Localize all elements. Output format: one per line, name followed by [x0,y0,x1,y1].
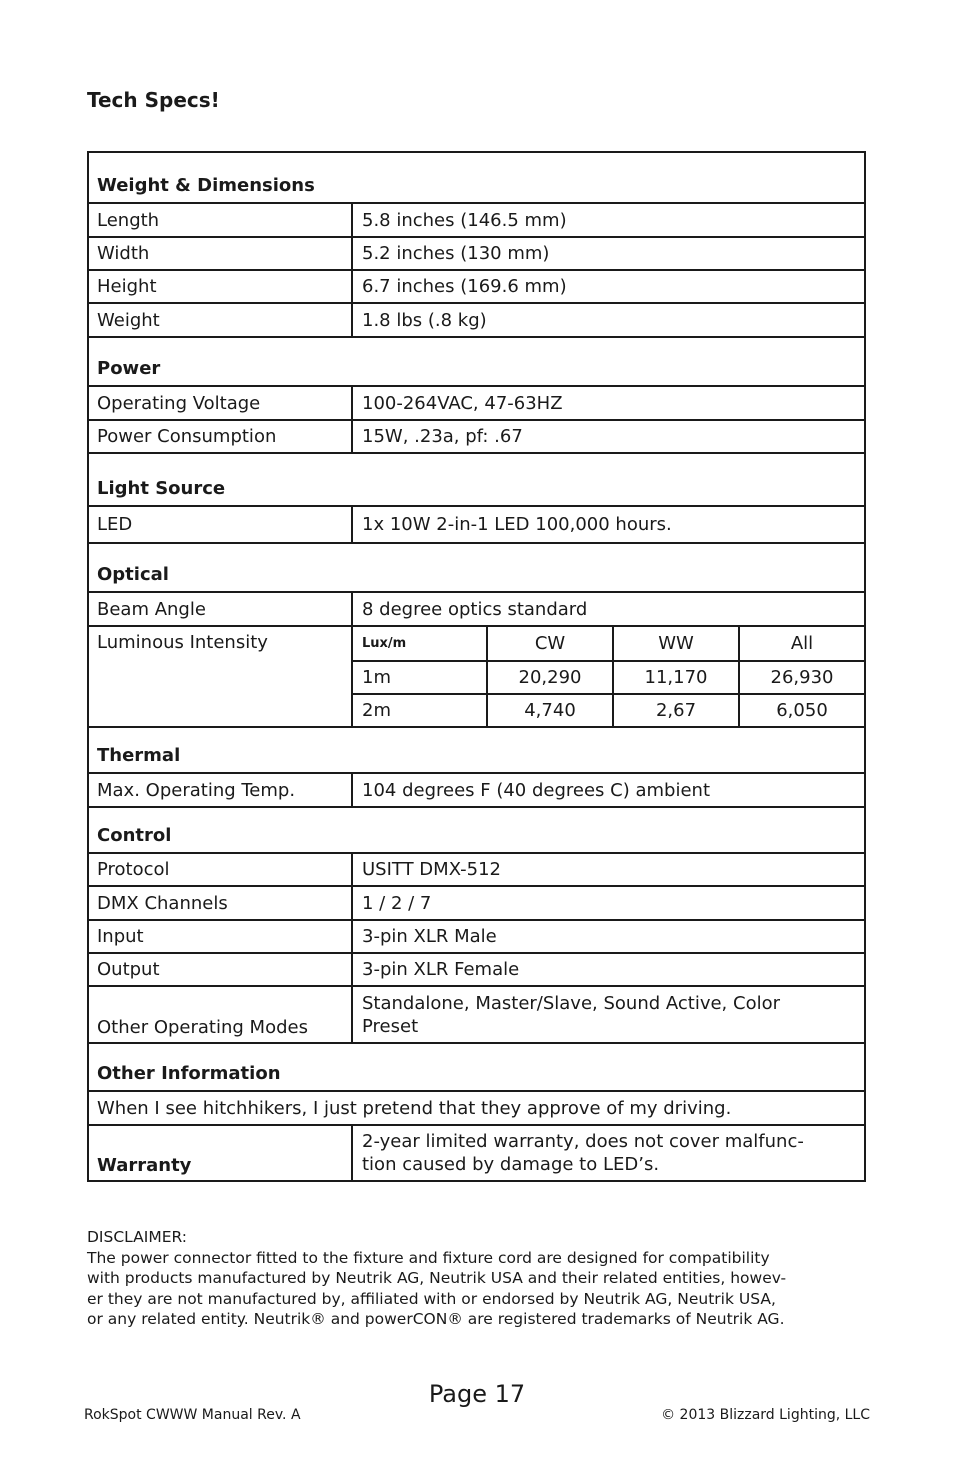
spec-label: Power Consumption [89,421,353,452]
page-number: Page 17 [428,1380,526,1408]
spec-label: Width [89,238,353,269]
lux-header-cell: Lux/m [362,636,407,651]
spec-value [353,1126,864,1180]
spec-row-dmx-channels [89,885,864,919]
spec-label: Length [89,204,353,236]
spec-row-width [89,236,864,269]
spec-row-input [89,919,864,952]
section-title: Other Information [97,1063,281,1084]
lux-header-cell: WW [612,627,738,660]
spec-value: 1.8 lbs (.8 kg) [362,309,487,331]
section-title: Power [97,358,161,379]
spec-value-line: tion caused by damage to LED’s. [362,1154,660,1175]
lux-table [353,627,864,726]
spec-label: DMX Channels [89,887,353,919]
spec-row-operating-voltage [89,385,864,419]
disclaimer [87,1227,877,1330]
lux-cell: 11,170 [612,662,738,693]
spec-value-line: Preset [362,1015,419,1037]
section-control [89,806,864,852]
spec-label: Protocol [89,854,353,885]
section-light-source [89,452,864,505]
spec-label: Input [89,921,353,952]
lux-cell: 20,290 [486,662,612,693]
disclaimer-line: or any related entity. Neutrik® and powerCON® are registered trademarks of Neutrik AG. [87,1310,785,1328]
lux-header-row [353,627,864,660]
lux-header-cell: All [738,627,864,660]
lux-cell: 4,740 [486,695,612,726]
section-title: Control [97,825,172,846]
spec-label: Height [89,271,353,302]
lux-cell: 2m [362,700,391,721]
spec-value: 3-pin XLR Female [362,959,520,980]
spec-row-protocol [89,852,864,885]
spec-value: 8 degree optics standard [362,598,588,620]
disclaimer-line: er they are not manufactured by, affiliated with or endorsed by Neutrik AG, Neutrik USA, [87,1289,776,1308]
spec-label: Max. Operating Temp. [89,774,353,806]
spec-note: When I see hitchhikers, I just pretend that they approve of my driving. [97,1097,732,1119]
spec-row-note [89,1090,864,1124]
disclaimer-line: The power connector fitted to the fixture and fixture cord are designed for compatibility [87,1248,770,1267]
disclaimer-line: with products manufactured by Neutrik AG, Neutrik USA and their related entities, howev- [87,1269,787,1287]
lux-cell: 1m [362,667,391,688]
spec-label: Output [89,954,353,985]
spec-value: 15W, .23a, pf: .67 [362,426,523,447]
spec-row-beam-angle [89,591,864,625]
spec-value: 1x 10W 2-in-1 LED 100,000 hours. [362,514,672,535]
spec-row-other-operating-modes [89,985,864,1042]
spec-value: 104 degrees F (40 degrees C) ambient [362,779,711,801]
spec-value: 100-264VAC, 47-63HZ [362,392,563,414]
spec-label: Operating Voltage [89,387,353,419]
spec-value: 6.7 inches (169.6 mm) [362,276,567,297]
footer-manual-title: RokSpot CWWW Manual Rev. A [84,1407,301,1423]
lux-row-2m [353,693,864,726]
spec-value: 1 / 2 / 7 [362,892,432,914]
section-weight-dimensions [89,153,864,202]
lux-header-cell: CW [486,627,612,660]
page-title: Tech Specs! [87,88,220,112]
footer-copyright: © 2013 Blizzard Lighting, LLC [661,1407,870,1423]
lux-cell: 26,930 [738,662,864,693]
spec-row-power-consumption [89,419,864,452]
lux-cell: 2,67 [612,695,738,726]
spec-label: Warranty [89,1126,353,1180]
lux-row-1m [353,660,864,693]
spec-value [353,987,864,1042]
spec-label: LED [89,507,353,542]
lux-cell: 6,050 [738,695,864,726]
spec-row-weight [89,302,864,336]
spec-label: Luminous Intensity [89,627,353,726]
spec-label: Other Operating Modes [89,987,353,1042]
spec-value: 3-pin XLR Male [362,926,497,947]
tech-specs-table [87,151,866,1182]
section-power [89,336,864,385]
spec-row-luminous-intensity [89,625,864,726]
section-other-information [89,1042,864,1090]
spec-row-max-operating-temp [89,772,864,806]
section-optical [89,542,864,591]
spec-value: 5.2 inches (130 mm) [362,243,550,264]
spec-row-height [89,269,864,302]
spec-value: 5.8 inches (146.5 mm) [362,209,567,231]
spec-row-output [89,952,864,985]
spec-value-line: Standalone, Master/Slave, Sound Active, Color [362,992,780,1014]
spec-row-warranty [89,1124,864,1180]
spec-label: Weight [89,304,353,336]
spec-value: USITT DMX-512 [362,859,501,880]
section-title: Optical [97,564,169,585]
spec-row-length [89,202,864,236]
spec-label: Beam Angle [89,593,353,625]
section-title: Light Source [97,478,226,499]
spec-value-line: 2-year limited warranty, does not cover malfunc- [362,1131,804,1152]
section-title: Thermal [97,745,181,766]
section-thermal [89,726,864,772]
spec-row-led [89,505,864,542]
section-title: Weight & Dimensions [97,175,315,196]
disclaimer-title: DISCLAIMER: [87,1228,188,1246]
